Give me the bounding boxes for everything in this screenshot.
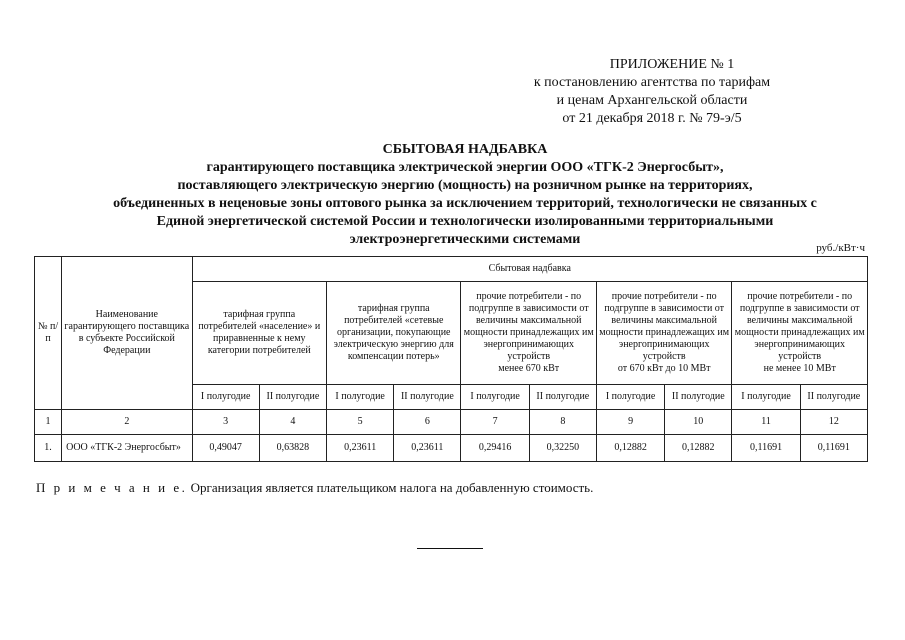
col-number: 1 [35,410,62,435]
note-text: Организация является плательщиком налога на добавленную стоимость. [187,480,594,495]
row-value: 0,11691 [800,435,867,462]
row-value: 0,23611 [394,435,461,462]
group-other-over-10mw: прочие потребители - по подгруппе в зависимости от величины максимальной мощности принадлежащих им энергопринимающих устройств не менее 10 МВт [732,282,868,385]
document-title [60,141,870,249]
end-rule [417,548,483,549]
appendix-line-3: и ценам Архангельской области [556,93,748,108]
half-1: I полугодие [732,385,800,410]
row-no: 1. [35,435,62,462]
group-population: тарифная группа потребителей «население» и приравненные к нему категории потребителей [192,282,326,385]
col-number: 9 [596,410,664,435]
half-2: II полугодие [394,385,461,410]
tariff-table [34,256,868,462]
col-number: 8 [529,410,596,435]
row-value: 0,29416 [461,435,529,462]
col-number: 7 [461,410,529,435]
title-line-2: поставляющего электрическую энергию (мощность) на розничном рынке на территориях, [177,178,753,193]
title-line-1: гарантирующего поставщика электрической энергии ООО «ТГК-2 Энергосбыт», [206,160,724,175]
note-label: П р и м е ч а н и е. [36,480,188,495]
col-number: 3 [192,410,259,435]
unit-label: руб./кВт·ч [816,242,865,254]
col-number: 2 [62,410,192,435]
half-2: II полугодие [665,385,732,410]
appendix-line-2: к постановлению агентства по тарифам [533,75,771,90]
col-number: 12 [800,410,867,435]
row-value: 0,12882 [596,435,664,462]
appendix-line-4: от 21 декабря 2018 г. № 79-э/5 [562,111,742,126]
title-line-3: объединенных в неценовые зоны оптового рынка за исключением территорий, технологически не связанных с [113,196,817,211]
appendix-block [492,56,812,128]
header-name: Наименование гарантирующего поставщика в субъекте Российской Федерации [62,257,192,410]
half-1: I полугодие [596,385,664,410]
row-value: 0,32250 [529,435,596,462]
col-number: 6 [394,410,461,435]
note [36,480,593,496]
appendix-title: ПРИЛОЖЕНИЕ № 1 [609,57,735,72]
row-value: 0,11691 [732,435,800,462]
header-group: Сбытовая надбавка [192,257,867,282]
col-number: 4 [259,410,326,435]
half-2: II полугодие [529,385,596,410]
row-supplier-name: ООО «ТГК-2 Энергосбыт» [62,435,192,462]
header-no: № п/п [35,257,62,410]
half-1: I полугодие [461,385,529,410]
half-1: I полугодие [192,385,259,410]
half-2: II полугодие [800,385,867,410]
table-row [35,435,868,462]
row-value: 0,12882 [665,435,732,462]
half-1: I полугодие [327,385,394,410]
half-2: II полугодие [259,385,326,410]
group-other-under-670: прочие потребители - по подгруппе в зависимости от величины максимальной мощности принадлежащих им энергопринимающих устройств менее 670 кВт [461,282,596,385]
row-value: 0,49047 [192,435,259,462]
group-other-670-10mw: прочие потребители - по подгруппе в зависимости от величины максимальной мощности принадлежащих им энергопринимающих устройств от 670 кВт до 10 МВт [596,282,731,385]
col-number: 10 [665,410,732,435]
title-line-5: электроэнергетическими системами [349,232,581,247]
title-main: СБЫТОВАЯ НАДБАВКА [382,142,548,157]
row-value: 0,23611 [327,435,394,462]
title-line-4: Единой энергетической системой России и технологически изолированными территориальными [156,214,774,229]
col-number: 11 [732,410,800,435]
row-value: 0,63828 [259,435,326,462]
col-number: 5 [327,410,394,435]
group-grid-organizations: тарифная группа потребителей «сетевые организации, покупающие электрическую энергию для компенсации потерь» [327,282,461,385]
